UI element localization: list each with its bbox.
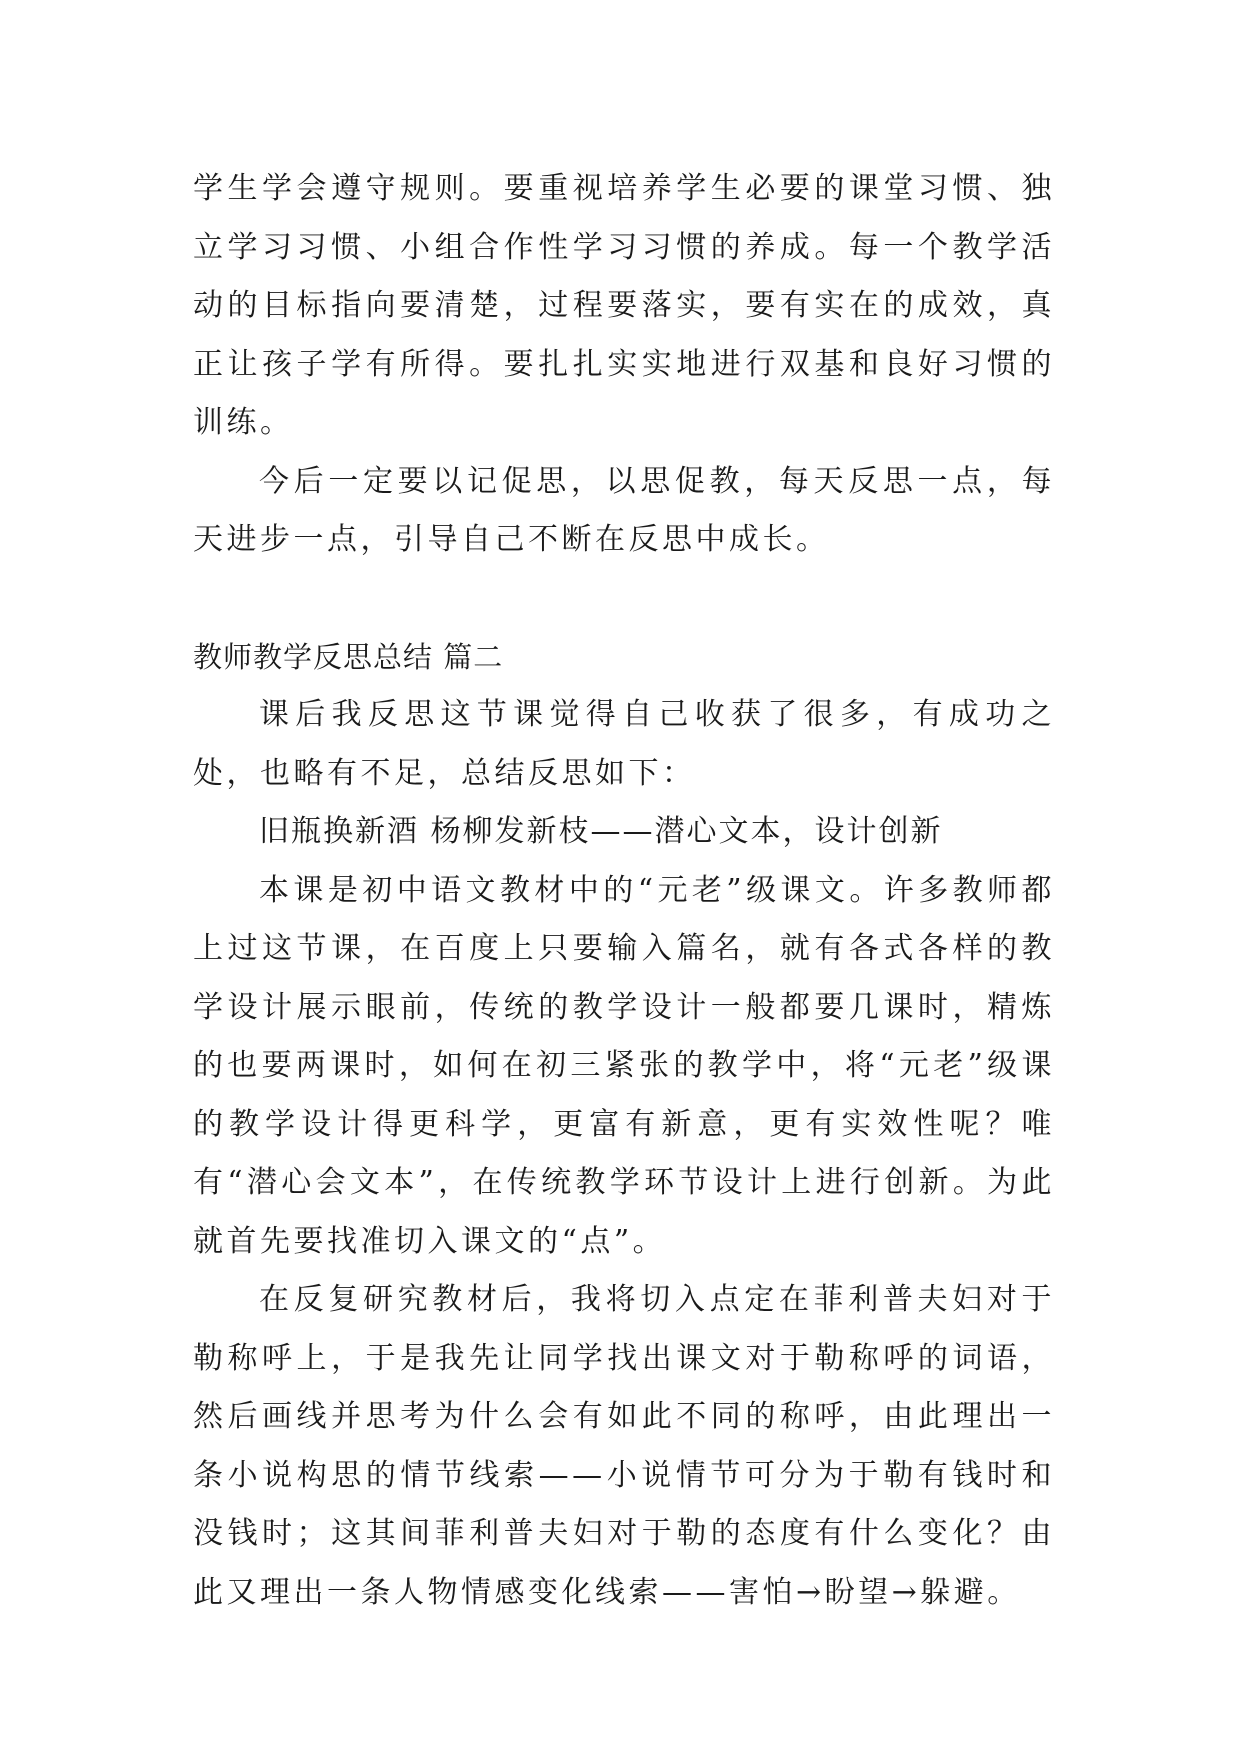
paragraph-reflect-daily: 今后一定要以记促思，以思促教，每天反思一点，每天进步一点，引导自己不断在反思中成长。 (193, 463, 1055, 557)
paragraph-lesson-summary: 课后我反思这节课觉得自己收获了很多，有成功之处，也略有不足，总结反思如下： (193, 697, 1055, 791)
paragraph-classic-text: 本课是初中语文教材中的“元老”级课文。许多教师都上过这节课，在百度上只要输入篇名，就有各式各样的教学设计展示眼前，传统的教学设计一般都要几课时，精炼的也要两课时，如何在初三紧张的教学中，将“元老”级课的教学设计得更科学，更富有新意，更有实效性呢？唯有“潜心会文本”，在传统教学环节设计上进行创新。为此就首先要找准切入课文的“点”。 (193, 872, 1055, 1259)
document-body (193, 160, 1055, 1622)
section-heading: 教师教学反思总结 篇二 (193, 639, 504, 674)
section-spacer (193, 570, 1055, 628)
paragraph-entry-point: 在反复研究教材后，我将切入点定在菲利普夫妇对于勒称呼上，于是我先让同学找出课文对于勒称呼的词语，然后画线并思考为什么会有如此不同的称呼，由此理出一条小说构思的情节线索——小说情节可分为于勒有钱时和没钱时；这其间菲利普夫妇对于勒的态度有什么变化？由此又理出一条人物情感变化线索——害怕→盼望→躲避。 (193, 1282, 1055, 1610)
subheading: 旧瓶换新酒 杨柳发新枝——潜心文本，设计创新 (259, 814, 943, 849)
paragraph-habits: 学生学会遵守规则。要重视培养学生必要的课堂习惯、独立学习习惯、小组合作性学习习惯的养成。每一个教学活动的目标指向要清楚，过程要落实，要有实在的成效，真正让孩子学有所得。要扎扎实实地进行双基和良好习惯的训练。 (193, 171, 1055, 440)
